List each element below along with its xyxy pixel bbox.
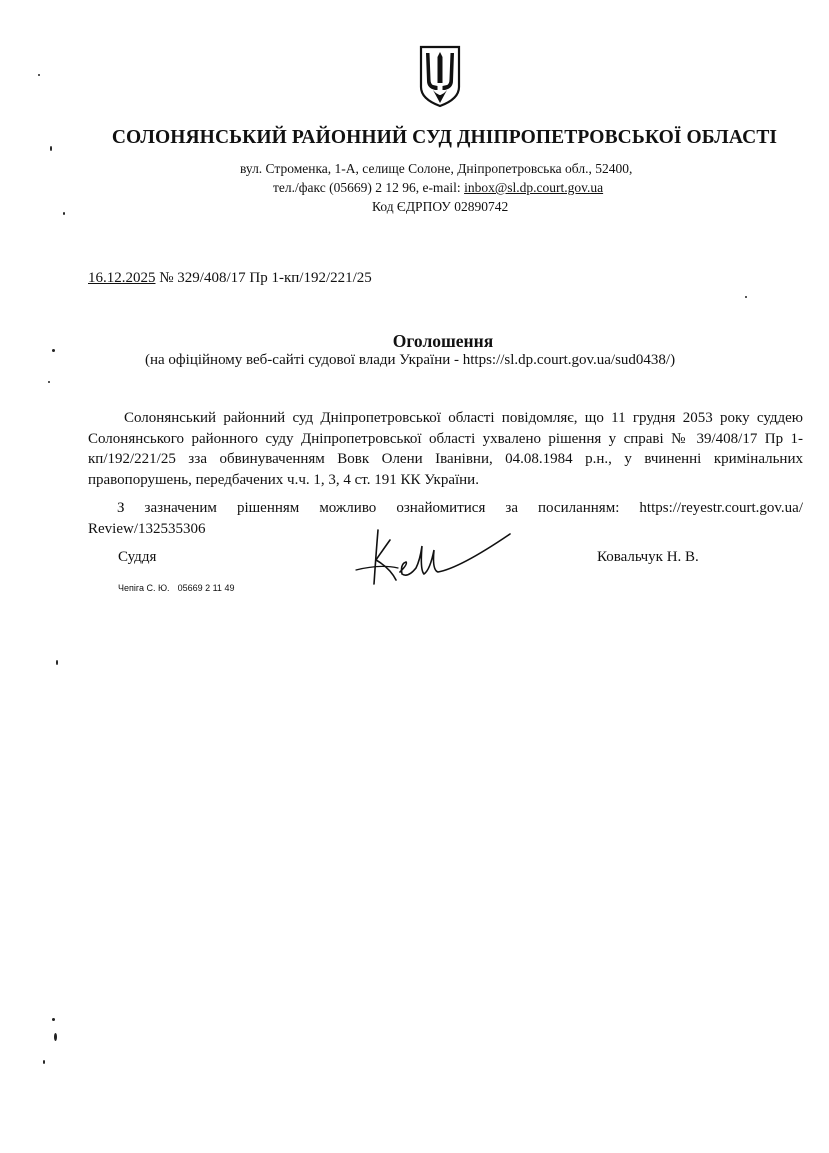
notice-title: Оголошення — [392, 331, 494, 351]
notice-subtitle: (на офіційному веб-сайті судової влади України - https://sl.dp.court.gov.ua/sud0438/) — [145, 352, 676, 368]
court-contacts — [273, 180, 603, 196]
decision-link-text: З зазначеним рішенням можливо ознайомитися за посиланням: https://reyestr.court.gov.ua/ Review/132535306 — [88, 500, 803, 537]
court-name-heading: СОЛОНЯНСЬКИЙ РАЙОННИЙ СУД ДНІПРОПЕТРОВСЬКОЇ ОБЛАСТІ — [111, 127, 778, 148]
handwritten-signature — [350, 524, 520, 590]
executor-name: Чепіга С. Ю. — [118, 583, 170, 593]
scan-speck — [56, 660, 58, 665]
judge-name: Ковальчук Н. В. — [597, 549, 699, 565]
email-link[interactable]: inbox@sl.dp.court.gov.ua — [464, 180, 604, 195]
scan-speck — [52, 349, 55, 352]
scan-speck — [745, 296, 747, 298]
trident-emblem-icon — [417, 43, 463, 109]
scan-speck — [52, 1018, 55, 1021]
edrpou-code: Код ЄДРПОУ 02890742 — [372, 199, 509, 214]
contact-phone-prefix: тел./факс (05669) 2 12 96, e-mail: — [273, 180, 465, 195]
scan-speck — [50, 146, 52, 151]
outgoing-reference — [88, 270, 372, 287]
notice-body — [88, 408, 803, 490]
reference-date: 16.12.2025 — [88, 270, 156, 286]
executor-phone: 05669 2 11 49 — [177, 583, 235, 593]
court-address: вул. Строменка, 1-А, селище Солоне, Дніпропетровська обл., 52400, — [240, 161, 633, 176]
scan-speck — [43, 1060, 45, 1064]
scan-speck — [48, 381, 50, 383]
executor-info — [118, 583, 234, 593]
judge-role-label: Суддя — [118, 549, 157, 565]
scan-speck — [54, 1033, 57, 1041]
reference-number: № 329/408/17 Пр 1-кп/192/221/25 — [159, 270, 372, 286]
scan-speck — [38, 74, 40, 76]
scan-speck — [63, 212, 65, 215]
notice-body-paragraph: Солонянський районний суд Дніпропетровської області повідомляє, що 11 грудня 2053 року суддею Солонянського районного суду Дніпропетровської області ухвалено рішення у справі № 39/408/17 Пр 1-кп/192/221/25 зза обвинуваченням Вовк Олени Іванівни, 04.08.1984 р.н., у вчиненні кримінальних правопорушень, передбачених ч.ч. 1, 3, 4 ст. 191 КК України. — [88, 410, 803, 488]
